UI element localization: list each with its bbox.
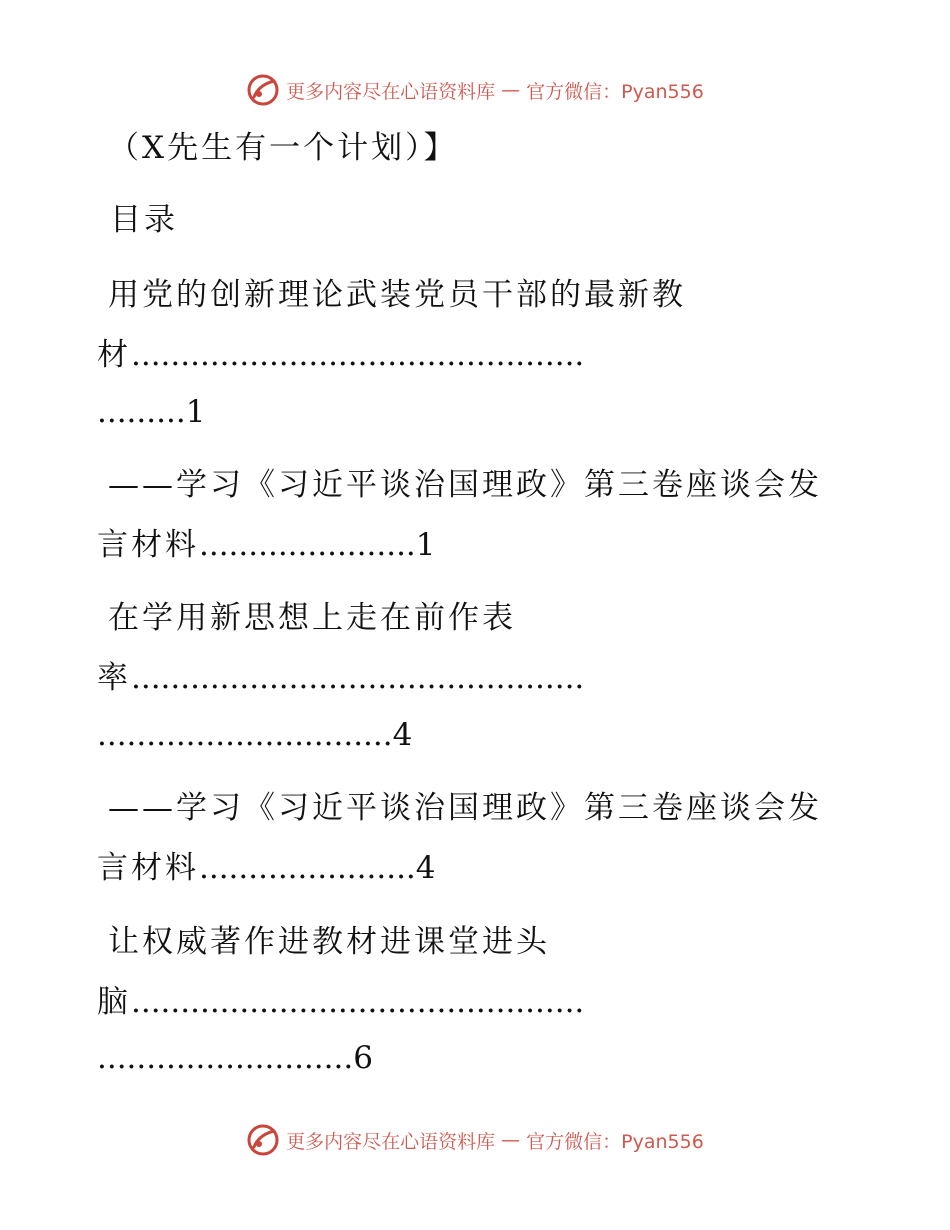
toc-entry-5-line2 <box>97 982 584 1022</box>
toc-entry-5-title-end: 脑 <box>97 984 131 1020</box>
watermark-banner-top <box>0 70 950 110</box>
toc-entry-3-title-end: 率 <box>97 660 131 696</box>
toc-entry-4-title: ——学习《习近平谈治国理政》第三卷座谈会发 <box>108 790 822 826</box>
toc-entry-2-title: ——学习《习近平谈治国理政》第三卷座谈会发 <box>108 467 822 503</box>
toc-entry-4-leader: ...................... <box>199 850 416 886</box>
toc-entry-2-page[interactable]: 1 <box>415 527 436 563</box>
watermark-text: 更多内容尽在心语资料库 <box>286 1130 496 1153</box>
toc-entry-3-line3 <box>97 715 412 755</box>
watermark-wechat: 官方微信：Pyan556 <box>526 80 704 103</box>
toc-entry-2-leader: ...................... <box>199 527 416 563</box>
watermark-banner-bottom <box>0 1120 950 1160</box>
toc-entry-1-line3 <box>97 392 205 432</box>
toc-entry-3-title: 在学用新思想上走在前作表 <box>108 600 516 636</box>
toc-entry-1-leader: .............................................. <box>131 337 585 373</box>
watermark-separator: — <box>501 79 521 101</box>
toc-entry-5-leader: .............................................. <box>131 984 585 1020</box>
toc-entry-3-leader-cont: .............................. <box>97 717 393 753</box>
toc-entry-1-line2 <box>97 335 584 375</box>
toc-entry-2-line2 <box>97 525 436 565</box>
brush-logo-icon <box>246 1123 280 1157</box>
toc-title: 目录 <box>110 202 178 238</box>
toc-entry-4-title-end: 言材料 <box>97 850 199 886</box>
toc-entry-1-title-end: 材 <box>97 337 131 373</box>
toc-entry-3-leader: .............................................. <box>131 660 585 696</box>
toc-entry-3-page[interactable]: 4 <box>392 717 413 753</box>
toc-entry-4-line2 <box>97 848 436 888</box>
toc-entry-4-page[interactable]: 4 <box>415 850 436 886</box>
watermark-wechat: 官方微信：Pyan556 <box>526 1130 704 1153</box>
toc-entry-5-line3 <box>97 1038 373 1078</box>
watermark-text: 更多内容尽在心语资料库 <box>286 80 496 103</box>
toc-entry-1-title: 用党的创新理论武装党员干部的最新教 <box>108 277 686 313</box>
toc-entry-5-leader-cont: .......................... <box>97 1040 354 1076</box>
toc-entry-2-title-end: 言材料 <box>97 527 199 563</box>
toc-entry-5-title: 让权威著作进教材进课堂进头 <box>108 924 550 960</box>
toc-entry-1-page[interactable]: 1 <box>185 394 206 430</box>
watermark-separator: — <box>501 1129 521 1151</box>
brush-logo-icon <box>246 73 280 107</box>
toc-entry-3-line2 <box>97 658 584 698</box>
toc-entry-5-page[interactable]: 6 <box>353 1040 373 1076</box>
toc-entry-1-leader-cont: ......... <box>97 394 186 430</box>
header-line: （X先生有一个计划）】 <box>108 130 458 166</box>
